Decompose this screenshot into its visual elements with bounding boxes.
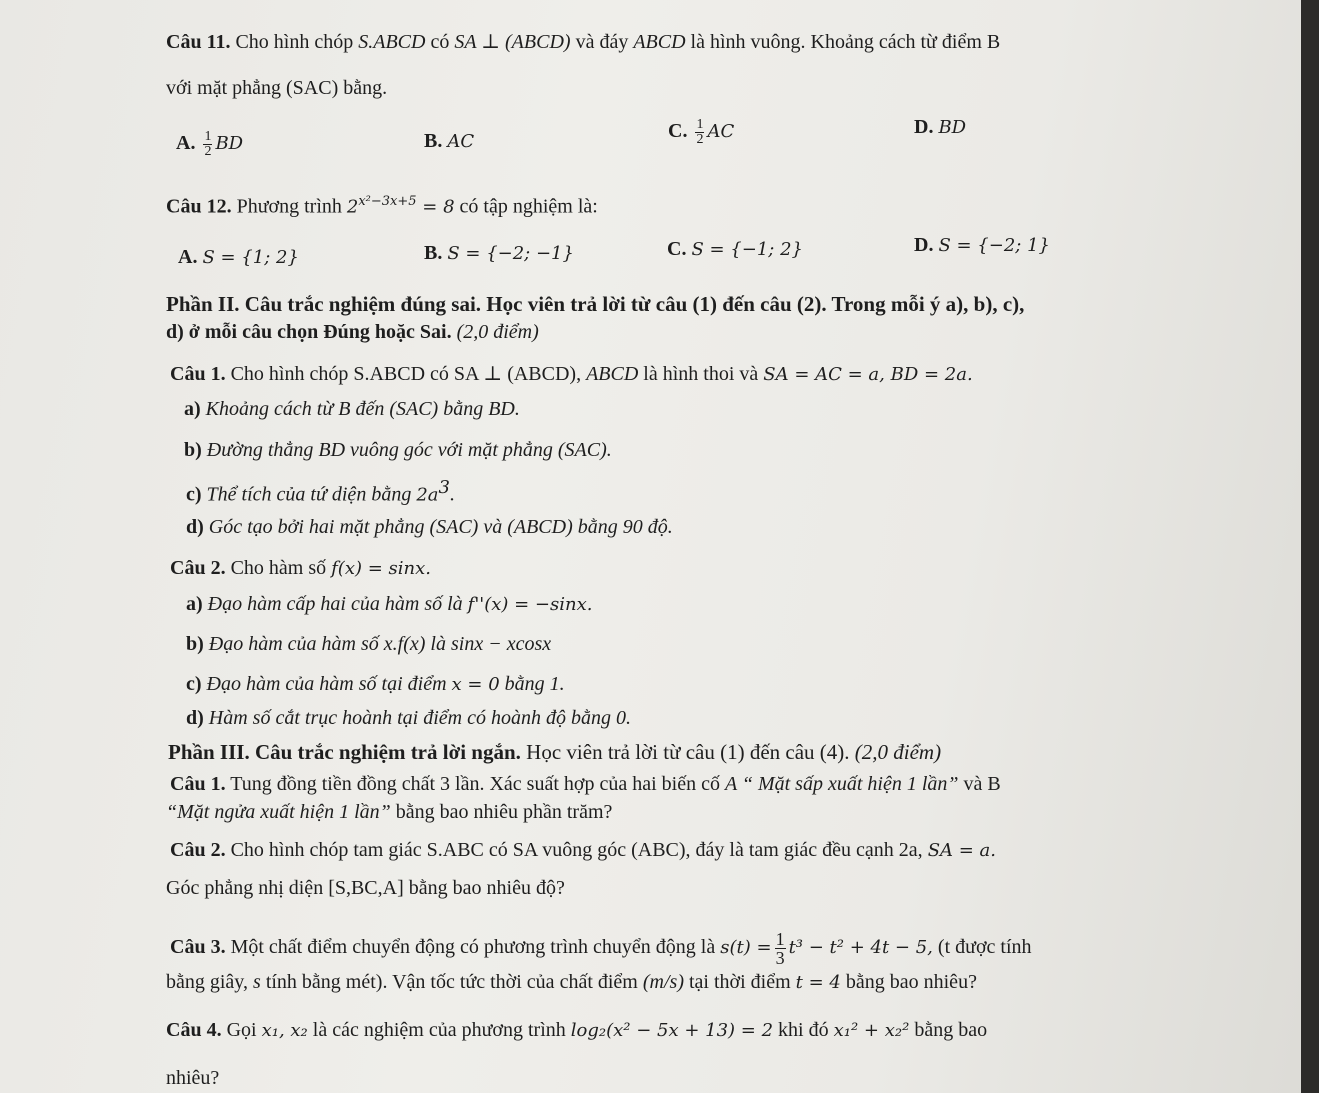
part3-c4-line1	[166, 1018, 987, 1043]
option-value: BD	[215, 133, 244, 155]
part2-points: (2,0 điểm)	[456, 321, 539, 343]
question-math: s(t) =	[720, 937, 772, 959]
item-key: c)	[186, 673, 202, 695]
question-math: x₁² + x₂²	[833, 1020, 910, 1041]
item-key: a)	[184, 398, 201, 420]
q11-label: Câu 11.	[166, 31, 231, 53]
question-text: Tung đồng tiền đồng chất 3 lần. Xác suất hợp của hai biến cố	[230, 773, 720, 795]
question-label: Câu 3.	[170, 936, 226, 959]
part2-c1-d	[186, 515, 673, 539]
item-math: 2a	[416, 484, 439, 506]
item-key: b)	[184, 439, 202, 461]
option-value: S = {−2; −1}	[447, 243, 574, 264]
item-text: Đường thẳng BD vuông góc với mặt phẳng (SAC).	[206, 439, 612, 461]
part2-c2-d	[186, 706, 631, 730]
question-text: và B	[963, 773, 1001, 795]
numerator: 1	[775, 929, 785, 949]
item-key: d)	[186, 516, 204, 538]
denominator: 2	[204, 144, 212, 159]
q11-math: ABCD	[633, 31, 686, 53]
part3-c2-line2: Góc phẳng nhị diện [S,BC,A] bằng bao nhiêu độ?	[166, 877, 565, 899]
option-key: B.	[424, 242, 443, 264]
question-math: t³ − t² + 4t − 5,	[788, 937, 933, 959]
question-text: bằng giây,	[166, 971, 249, 993]
item-text: Hàm số cắt trục hoành tại điểm có hoành độ bằng 0.	[208, 707, 631, 729]
part3-c1-line1	[170, 772, 1001, 796]
question-text: Gọi	[226, 1019, 257, 1041]
part3-c4-line2: nhiêu?	[166, 1067, 220, 1089]
question-math: f(x) = sinx.	[331, 558, 431, 579]
question-text: bằng bao nhiêu phần trăm?	[395, 801, 613, 823]
q12-math: = 8	[416, 196, 455, 218]
item-key: a)	[186, 593, 203, 615]
q12-math-exponent: x²−3x+5	[358, 194, 417, 209]
option-key: A.	[176, 132, 196, 155]
part2-heading-line2	[166, 320, 539, 344]
option-value: S = {1; 2}	[202, 247, 299, 268]
numerator: 1	[204, 129, 212, 144]
part2-c2-b	[186, 632, 551, 656]
option-key: D.	[914, 234, 934, 256]
item-math: x = 0	[451, 674, 500, 695]
part2-c1-c: c) Thể tích của tứ diện bằng $2a^3$.	[186, 477, 455, 506]
question-text: Cho hình chóp S.ABCD có SA ⊥ (ABCD),	[230, 363, 582, 385]
q11-math: SA ⊥ (ABCD)	[454, 31, 571, 53]
q11-option-c	[668, 118, 734, 147]
item-text: Góc tạo bởi hai mặt phẳng (SAC) và (ABCD) bằng 90 độ.	[208, 516, 673, 538]
page-edge-shadow	[1301, 0, 1319, 1093]
q11-text: là hình vuông. Khoảng cách từ điểm B	[690, 31, 1001, 53]
item-text: Đạo hàm cấp hai của hàm số là	[207, 593, 463, 615]
q12-label: Câu 12.	[166, 195, 232, 218]
q12-option-c	[667, 238, 803, 261]
question-math: t = 4	[795, 972, 841, 993]
part3-c2-line1	[170, 838, 996, 863]
option-key: A.	[178, 246, 198, 268]
question-math: x₁, x₂	[261, 1020, 308, 1041]
question-text: khi đó	[778, 1019, 829, 1041]
item-text: Khoảng cách từ B đến (SAC) bằng BD.	[205, 398, 520, 420]
denominator: 3	[775, 948, 785, 968]
option-key: B.	[424, 130, 443, 152]
part2-c1-b	[184, 438, 612, 462]
q11-text: Cho hình chóp	[235, 31, 354, 53]
part2-c2-stem	[170, 556, 431, 581]
q11-line1	[166, 30, 1000, 54]
q12-line1	[166, 190, 598, 220]
item-text: bằng 1.	[504, 673, 565, 695]
question-label: Câu 2.	[170, 839, 226, 861]
item-key: d)	[186, 707, 204, 729]
question-label: Câu 1.	[170, 773, 226, 795]
q11-text: có	[430, 31, 450, 53]
question-text: là các nghiệm của phương trình	[312, 1019, 566, 1041]
q12-text: có tập nghiệm là:	[459, 195, 598, 218]
q12-option-d	[914, 234, 1050, 257]
question-math: s	[253, 971, 261, 993]
question-text: bằng bao	[914, 1019, 988, 1041]
q12-option-a	[178, 246, 299, 269]
item-key: b)	[186, 633, 204, 655]
option-value: S = {−2; 1}	[938, 235, 1050, 256]
q12-option-b	[424, 242, 574, 265]
fraction	[775, 930, 786, 967]
item-math: f''(x) = −sinx.	[467, 594, 593, 615]
question-math: log₂(x² − 5x + 13) = 2	[570, 1020, 774, 1041]
option-value: BD	[938, 117, 967, 138]
item-text: Thể tích của tứ diện bằng	[206, 483, 412, 506]
question-math: SA = AC = a, BD = 2a.	[763, 364, 973, 385]
q11-math: S.ABCD	[358, 31, 426, 53]
question-math: SA = a.	[927, 840, 996, 861]
question-text: bằng bao nhiêu?	[845, 971, 977, 993]
numerator: 1	[696, 117, 704, 132]
q12-math-base: 2	[346, 196, 359, 218]
option-value: AC	[707, 121, 735, 143]
part2-c1-a	[184, 397, 520, 421]
part2-instruction: d) ở mỗi câu chọn Đúng hoặc Sai.	[166, 321, 452, 343]
q11-line2: với mặt phẳng (SAC) bằng.	[166, 77, 388, 99]
item-text: Đạo hàm của hàm số x.f(x) là sinx − xcosx	[208, 633, 552, 655]
q11-text: và đáy	[575, 31, 629, 53]
question-text: tại thời điểm	[688, 971, 791, 993]
part3-instruction: Học viên trả lời từ câu (1) đến câu (4).	[526, 740, 850, 764]
option-value: AC	[447, 131, 475, 152]
item-math-exponent: 3	[438, 477, 450, 498]
q11-option-d	[914, 116, 966, 139]
question-label: Câu 1.	[170, 363, 226, 385]
q11-option-a	[176, 130, 243, 159]
denominator: 2	[696, 132, 704, 147]
question-text: tính bằng mét). Vận tốc tức thời của chất điểm	[265, 971, 638, 993]
question-text: là hình thoi và	[643, 363, 759, 385]
question-text: Cho hình chóp tam giác S.ABC có SA vuông góc (ABC), đáy là tam giác đều cạnh 2a,	[230, 839, 923, 861]
question-label: Câu 4.	[166, 1019, 222, 1041]
option-value: S = {−1; 2}	[691, 239, 803, 260]
part3-c3-line2	[166, 970, 977, 995]
part2-c2-a	[186, 592, 592, 617]
part2-c1-stem	[170, 362, 973, 387]
part3-heading	[168, 740, 941, 764]
question-math: ABCD	[586, 363, 639, 385]
question-text: (t được tính	[937, 936, 1032, 959]
question-text: Cho hàm số	[230, 557, 327, 579]
question-label: Câu 2.	[170, 557, 226, 579]
question-text: Một chất điểm chuyển động có phương trình chuyển động là	[230, 936, 716, 959]
part2-c2-c	[186, 672, 565, 697]
question-text: “Mặt ngửa xuất hiện 1 lần”	[166, 801, 391, 823]
part3-c3-line1	[170, 930, 1032, 967]
question-unit: (m/s)	[642, 971, 684, 993]
item-key: c)	[186, 483, 202, 506]
question-text: A “ Mặt sấp xuất hiện 1 lần”	[724, 773, 959, 795]
fraction	[695, 118, 704, 147]
q11-option-b	[424, 130, 474, 153]
option-key: C.	[667, 238, 687, 260]
q12-text: Phương trình	[236, 195, 342, 218]
part3-points: (2,0 điểm)	[854, 740, 942, 764]
fraction	[203, 130, 212, 159]
option-key: D.	[914, 116, 934, 138]
part3-c1-line2	[166, 800, 612, 824]
part3-title: Phần III. Câu trắc nghiệm trả lời ngắn.	[168, 740, 521, 764]
option-key: C.	[668, 120, 688, 143]
part2-heading: Phần II. Câu trắc nghiệm đúng sai. Học viên trả lời từ câu (1) đến câu (2). Trong mỗi ý a), b), c),	[166, 292, 1025, 316]
item-text: Đạo hàm của hàm số tại điểm	[206, 673, 447, 695]
